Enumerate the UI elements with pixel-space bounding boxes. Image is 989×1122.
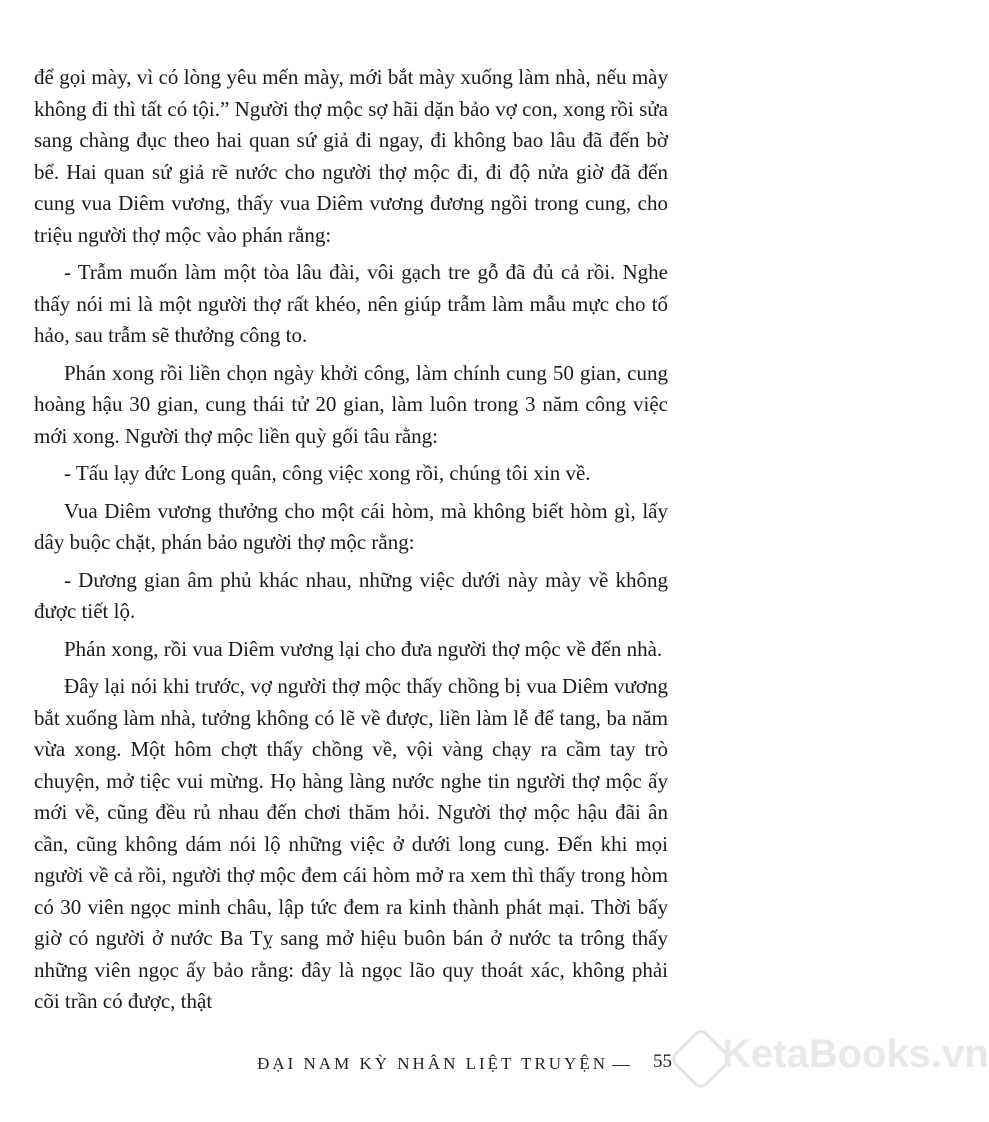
footer-dash [612, 1065, 630, 1066]
paragraph: - Dương gian âm phủ khác nhau, những việc dưới này mày về không được tiết lộ. [34, 567, 668, 623]
paragraph: để gọi mày, vì có lòng yêu mến mày, mới bắt mày xuống làm nhà, nếu mày không đi thì tất có tội.” Người thợ mộc sợ hãi dặn bảo vợ con, xong rồi sửa sang chàng đục theo hai quan sứ giả đi ngay, đi không bao lâu đã đến bờ bể. Hai quan sứ giả rẽ nước cho người thợ mộc đi, đi độ nửa giờ đã đến cung vua Diêm vương, thấy vua Diêm vương đương ngồi trong cung, cho triệu người thợ mộc vào phán rằng: [34, 65, 668, 247]
body-text [34, 62, 668, 1024]
page-footer [0, 1046, 700, 1086]
running-title: ĐẠI NAM KỲ NHÂN LIỆT TRUYỆN [257, 1054, 608, 1073]
paragraph: Phán xong, rồi vua Diêm vương lại cho đưa người thợ mộc về đến nhà. [64, 636, 663, 661]
paragraph: Đây lại nói khi trước, vợ người thợ mộc thấy chồng bị vua Diêm vương bắt xuống làm nhà, tưởng không có lẽ về được, liền làm lễ để tang, ba năm vừa xong. Một hôm chợt thấy chồng về, vội vàng chạy ra cầm tay trò chuyện, mở tiệc vui mừng. Họ hàng làng nước nghe tin người thợ mộc ấy mới về, cũng đều rủ nhau đến chơi thăm hỏi. Người thợ mộc hậu đãi ân cần, cũng không dám nói lộ những việc ở dưới long cung. Đến khi mọi người về cả rồi, người thợ mộc đem cái hòm mở ra xem thì thấy trong hòm có 30 viên ngọc minh châu, lập tức đem ra kinh thành phát mại. Thời bấy giờ có người ở nước Ba Tỵ sang mở hiệu buôn bán ở nước ta trông thấy những viên ngọc ấy bảo rằng: đây là ngọc lão quy thoát xác, không phải cõi trần có được, thật [34, 674, 668, 1013]
page-number: 55 [653, 1051, 672, 1072]
watermark-text: KetaBooks.vn [722, 1032, 989, 1076]
paragraph: - Trẫm muốn làm một tòa lâu đài, vôi gạch tre gỗ đã đủ cả rồi. Nghe thấy nói mi là một người thợ rất khéo, nên giúp trẫm làm mẫu mực cho tố hảo, sau trẫm sẽ thưởng công to. [34, 260, 668, 347]
paragraph: - Tấu lạy đức Long quân, công việc xong rồi, chúng tôi xin về. [64, 461, 591, 485]
paragraph: Vua Diêm vương thưởng cho một cái hòm, mà không biết hòm gì, lấy dây buộc chặt, phán bảo người thợ mộc rằng: [34, 498, 668, 554]
paragraph: Phán xong rồi liền chọn ngày khởi công, làm chính cung 50 gian, cung hoàng hậu 30 gian, cung thái tử 20 gian, làm luôn trong 3 năm công việc mới xong. Người thợ mộc liền quỳ gối tâu rằng: [34, 360, 668, 448]
